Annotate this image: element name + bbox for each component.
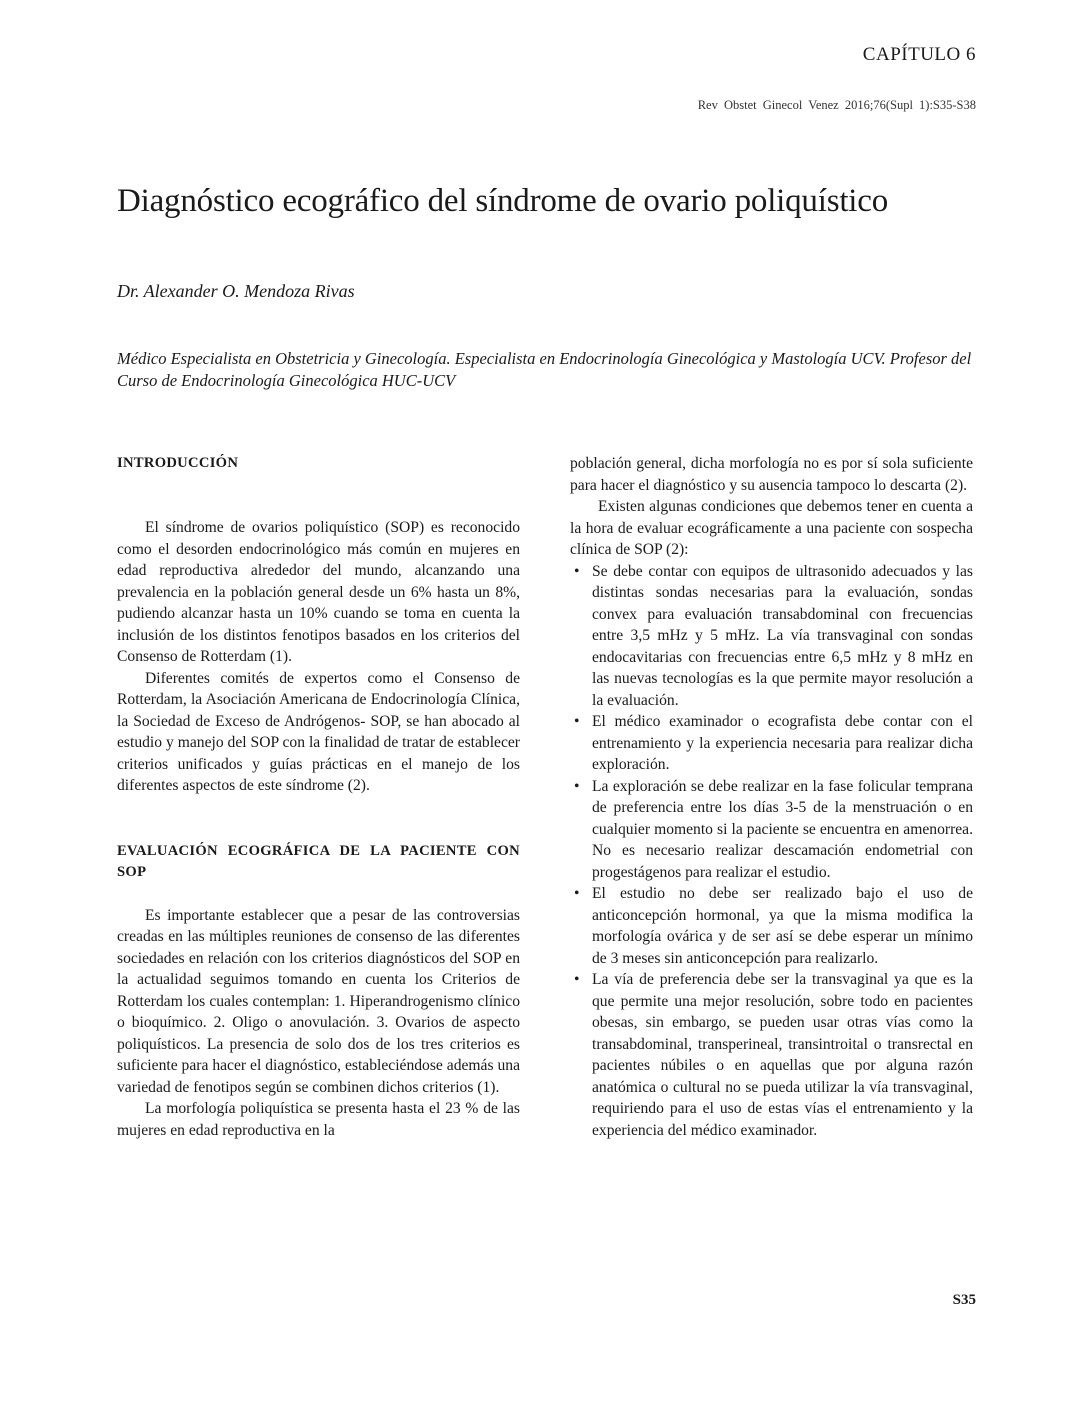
chapter-label: CAPÍTULO 6 xyxy=(862,44,976,65)
continued-paragraph: población general, dicha morfología no es por sí sola suficiente para hacer el diagnóstico y su ausencia tampoco lo descarta (2). xyxy=(570,455,973,494)
article-title: Diagnóstico ecográfico del síndrome de ovario poliquístico xyxy=(117,183,889,219)
intro-paragraph-1: El síndrome de ovarios poliquístico (SOP) es reconocido como el desorden endocrinológico más común en mujeres en edad reproductiva alrededor del mundo, alcanzando una prevalencia en la población general desde un 6% hasta un 8%, pudiendo alcanzar hasta un 10% cuando se toma en cuenta la inclusión de los distintos fenotipos basados en los criterios del Consenso de Rotterdam (1). xyxy=(117,519,520,665)
list-item xyxy=(570,969,973,1141)
bullet-icon: • xyxy=(574,777,580,795)
section-heading-introduccion: INTRODUCCIÓN xyxy=(117,455,239,471)
right-column xyxy=(570,453,973,1141)
bullet-icon: • xyxy=(574,562,580,580)
conditions-list xyxy=(570,561,973,1142)
list-item-text: Se debe contar con equipos de ultrasonido adecuados y las distintas sondas necesarias para la evaluación, sondas convex para evaluación transabdominal con frecuencias entre 3,5 mHz y 5 mHz. La vía transvaginal con sondas endocavitarias con frecuencias entre 6,5 mHz y 8 mHz en las nuevas tecnologías es la que permite mayor resolución a la evaluación. xyxy=(592,562,973,709)
bullet-icon: • xyxy=(574,885,580,902)
conditions-paragraph: Existen algunas condiciones que debemos tener en cuenta a la hora de evaluar ecográficamente a una paciente con sospecha clínica de SOP (2): xyxy=(570,498,973,558)
list-item xyxy=(570,776,973,884)
article-author: Dr. Alexander O. Mendoza Rivas xyxy=(117,281,355,301)
list-item-text: La exploración se debe realizar en la fase folicular temprana de preferencia entre los días 3-5 de la menstruación o en cualquier momento si la paciente se encuentra en amenorrea. No es necesario realizar descamación endometrial con progestágenos para realizar el estudio. xyxy=(592,777,973,881)
bullet-icon: • xyxy=(574,971,580,988)
list-item xyxy=(570,561,973,712)
list-item-text: El médico examinador o ecografista debe contar con el entrenamiento y la experiencia necesaria para realizar dicha exploración. xyxy=(592,713,973,773)
section-heading-evaluacion: EVALUACIÓN ECOGRÁFICA DE LA PACIENTE CON SOP xyxy=(117,842,520,880)
intro-paragraph-2: Diferentes comités de expertos como el Consenso de Rotterdam, la Asociación Americana de Endocrinología Clínica, la Sociedad de Exceso de Andrógenos- SOP, se han abocado al estudio y manejo del SOP con la finalidad de tratar de establecer criterios unificados y guías prácticas en el manejo de los diferentes aspectos de este síndrome (2). xyxy=(117,669,520,794)
list-item-text: La vía de preferencia debe ser la transvaginal ya que es la que permite una mejor resolución, sobre todo en pacientes obesas, sin embargo, se pueden usar otras vías como la transabdominal, transperineal, transintroital o transrectal en pacientes núbiles o en aquellas que por alguna razón anatómica o cultural no se pueda utilizar la vía transvaginal, requiriendo para el uso de estas vías el entrenamiento y la experiencia del médico examinador. xyxy=(592,971,973,1139)
page-number: S35 xyxy=(952,1292,976,1308)
list-item xyxy=(570,711,973,776)
eval-paragraph-1: Es importante establecer que a pesar de las controversias creadas en las múltiples reuniones de consenso de las diferentes sociedades en relación con los criterios diagnósticos del SOP en la actualidad seguimos tomando en cuenta los Criterios de Rotterdam los cuales contemplan: 1. Hiperandrogenismo clínico o bioquímico. 2. Oligo o anovulación. 3. Ovarios de aspecto poliquísticos. La presencia de solo dos de los tres criterios es suficiente para hacer el diagnóstico, estableciéndose además una variedad de fenotipos según se combinen dichos criterios (1). xyxy=(117,906,520,1096)
bullet-icon: • xyxy=(574,713,580,730)
journal-citation: Rev Obstet Ginecol Venez 2016;76(Supl 1):S35-S38 xyxy=(697,98,976,112)
author-affiliation: Médico Especialista en Obstetricia y Ginecología. Especialista en Endocrinología Ginecológica y Mastología UCV. Profesor del Curso de Endocrinología Ginecológica HUC-UCV xyxy=(117,349,972,390)
list-item xyxy=(570,883,973,969)
list-item-text: El estudio no debe ser realizado bajo el uso de anticoncepción hormonal, ya que la misma modifica la morfología ovárica y de ser así se debe esperar un mínimo de 3 meses sin anticoncepción para realizarlo. xyxy=(592,885,973,967)
eval-paragraph-2: La morfología poliquística se presenta hasta el 23 % de las mujeres en edad reproductiva en la xyxy=(117,1100,520,1139)
left-column xyxy=(117,453,520,1141)
